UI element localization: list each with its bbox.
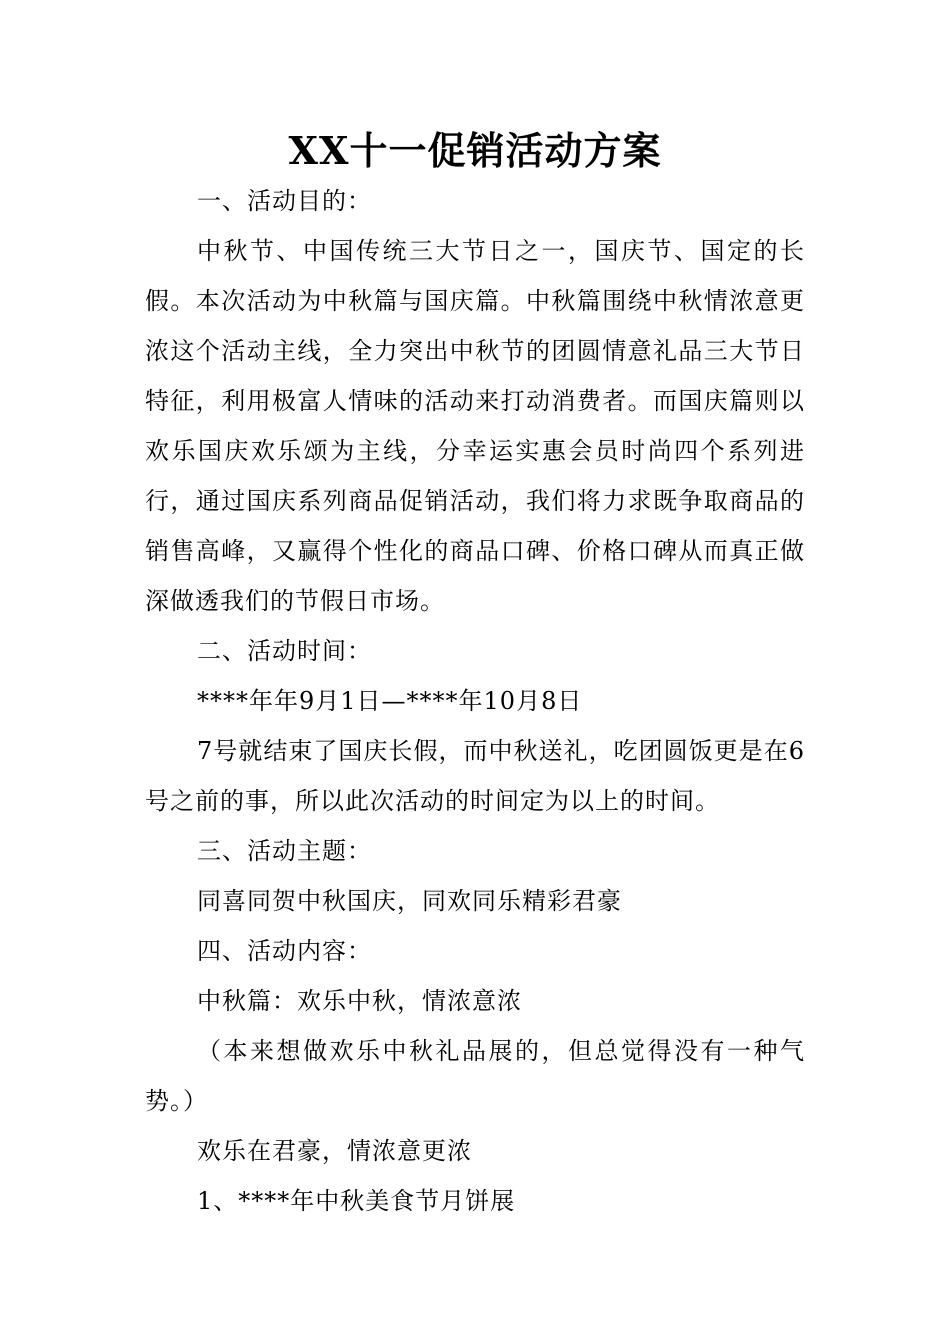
- paragraph-purpose-body: 中秋节、中国传统三大节日之一，国庆节、国定的长假。本次活动为中秋篇与国庆篇。中秋篇围绕中秋情浓意更浓这个活动主线，全力突出中秋节的团圆情意礼品三大节日特征，利用极富人情味的活动来打动消费者。而国庆篇则以欢乐国庆欢乐颂为主线，分幸运实惠会员时尚四个系列进行，通过国庆系列商品促销活动，我们将力求既争取商品的销售高峰，又赢得个性化的商品口碑、价格口碑从而真正做深做透我们的节假日市场。: [145, 237, 805, 615]
- document-body: [145, 176, 805, 1226]
- paragraph-item-1: 1、****年中秋美食节月饼展: [197, 1187, 516, 1215]
- paragraph-mid-autumn-title: 中秋篇：欢乐中秋，情浓意浓: [197, 987, 522, 1015]
- section-heading-content: 四、活动内容：: [197, 937, 372, 965]
- paragraph-slogan: 欢乐在君豪，情浓意更浓: [197, 1137, 472, 1165]
- paragraph-date-range: ****年年9月1日—****年10月8日: [197, 687, 583, 715]
- paragraph-theme: 同喜同贺中秋国庆，同欢同乐精彩君豪: [197, 887, 622, 915]
- section-heading-purpose: 一、活动目的：: [197, 187, 372, 215]
- section-heading-theme: 三、活动主题：: [197, 837, 372, 865]
- paragraph-time-explanation: 7号就结束了国庆长假，而中秋送礼，吃团圆饭更是在6号之前的事，所以此次活动的时间定为以上的时间。: [145, 737, 805, 815]
- document-title: XX十一促销活动方案: [288, 128, 662, 173]
- paragraph-note: （本来想做欢乐中秋礼品展的，但总觉得没有一种气势。）: [145, 1037, 805, 1115]
- section-heading-time: 二、活动时间：: [197, 637, 372, 665]
